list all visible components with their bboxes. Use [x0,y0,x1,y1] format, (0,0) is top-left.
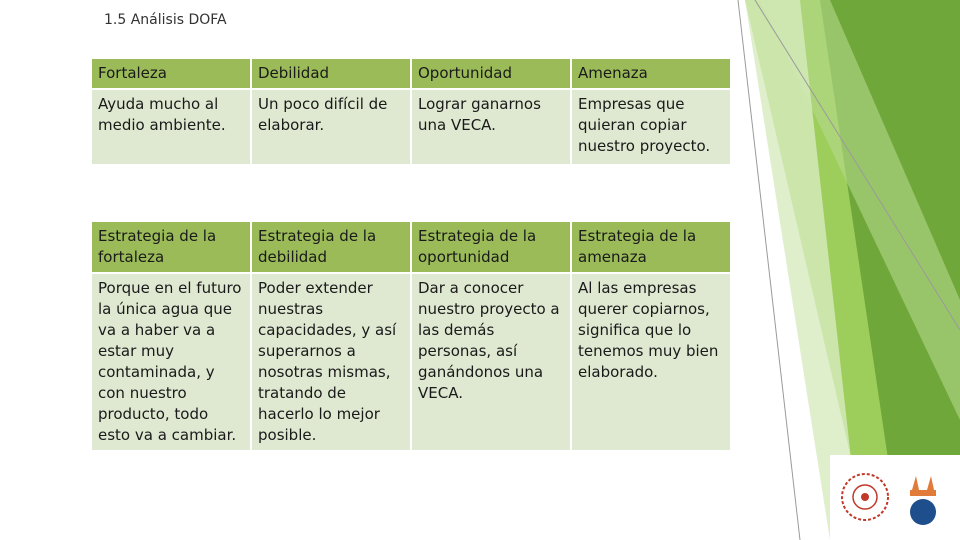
slide-title: 1.5 Análisis DOFA [104,12,227,28]
cell-debilidad: Un poco difícil de elaborar. [251,89,411,165]
cell-estrategia-fortaleza: Porque en el futuro la única agua que va a haber va a estar muy contaminada, y con nuestro producto, todo esto va a cambiar. [91,273,251,451]
header-estrategia-amenaza: Estrategia de la amenaza [571,221,731,273]
cell-oportunidad: Lograr ganarnos una VECA. [411,89,571,165]
cell-estrategia-amenaza: Al las empresas querer copiarnos, significa que lo tenemos muy bien elaborado. [571,273,731,451]
header-amenaza: Amenaza [571,58,731,89]
school-seal-logo [840,470,890,525]
cell-fortaleza: Ayuda mucho al medio ambiente. [91,89,251,165]
header-debilidad: Debilidad [251,58,411,89]
cell-amenaza: Empresas que quieran copiar nuestro proyecto. [571,89,731,165]
table-header-row [91,221,731,273]
hands-globe-logo [902,468,944,528]
table-row [91,273,731,451]
table-header-row [91,58,731,89]
table-spacer-row [91,165,731,221]
dofa-table [90,57,732,452]
header-fortaleza: Fortaleza [91,58,251,89]
header-estrategia-fortaleza: Estrategia de la fortaleza [91,221,251,273]
cell-estrategia-oportunidad: Dar a conocer nuestro proyecto a las demás personas, así ganándonos una VECA. [411,273,571,451]
cell-estrategia-debilidad: Poder extender nuestras capacidades, y así superarnos a nosotras mismas, tratando de hacerlo lo mejor posible. [251,273,411,451]
header-estrategia-oportunidad: Estrategia de la oportunidad [411,221,571,273]
header-estrategia-debilidad: Estrategia de la debilidad [251,221,411,273]
table-row [91,89,731,165]
header-oportunidad: Oportunidad [411,58,571,89]
